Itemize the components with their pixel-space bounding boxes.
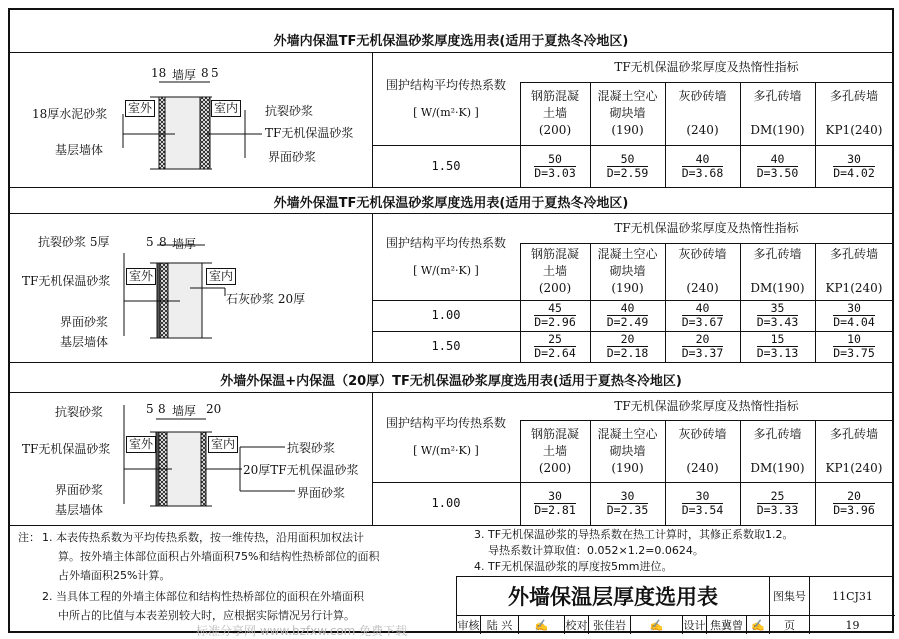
column-header-line: KP1(240) (825, 460, 883, 475)
thickness-cell (815, 145, 893, 187)
thickness-cell (520, 331, 590, 362)
inside-tag: 室内 (208, 436, 238, 453)
column-header-line: 多孔砖墙 (829, 247, 878, 261)
designer-name: 焦冀曾 (707, 616, 747, 634)
column-header-line: 多孔砖墙 (753, 247, 802, 261)
column-header-line: (200) (538, 460, 572, 475)
column-header (520, 82, 590, 145)
column-header-line: 砌块墙 (609, 443, 646, 458)
layer-label: 基层墙体 (55, 503, 104, 517)
checker-name: 张佳岩 (589, 616, 631, 634)
dim-label: 墙厚 (172, 237, 197, 251)
layer-label: 抗裂砂浆 5厚 (38, 235, 110, 249)
header-unit: [ W/(m²·K) ] (413, 444, 479, 457)
section-3-title: 外墙外保温+内保温（20厚）TF无机保温砂浆厚度选用表(适用于夏热冬冷地区) (220, 374, 682, 389)
layer-label: 界面砂浆 (60, 315, 109, 329)
layer-label: 界面砂浆 (268, 150, 317, 164)
column-header-line: 钢筋混凝 (530, 89, 579, 103)
column-header (590, 243, 665, 300)
thermal-inertia: D=3.43 (756, 315, 799, 329)
column-header (665, 243, 740, 300)
column-header-line: (190) (611, 460, 644, 475)
layer-label: 基层墙体 (60, 335, 109, 349)
thermal-inertia: D=2.64 (534, 346, 576, 360)
layer-label: TF无机保温砂浆 (265, 126, 354, 140)
thermal-inertia: D=3.75 (833, 346, 875, 360)
thermal-inertia: D=3.67 (681, 315, 724, 329)
section-1-title: 外墙内保温TF无机保温砂浆厚度选用表(适用于夏热冬冷地区) (273, 34, 629, 49)
outside-tag: 室外 (125, 100, 155, 117)
column-header-line: (240) (686, 281, 719, 295)
thermal-inertia: D=3.03 (534, 165, 576, 180)
layer-label: 抗裂砂浆 (55, 405, 104, 419)
column-header-line: (240) (686, 460, 719, 475)
column-header-line: 混凝土空心 (597, 247, 658, 261)
thickness-mm: 45 (534, 302, 576, 316)
note-line: 占外墙面积25%计算。 (58, 569, 171, 582)
dim-label: 8 (159, 235, 167, 249)
thickness-mm: 40 (607, 302, 649, 316)
reviewer-signature: ✍ (519, 616, 565, 634)
thickness-mm: 20 (682, 333, 724, 347)
dim-label: 墙厚 (172, 404, 197, 418)
thermal-inertia: D=4.02 (833, 165, 875, 180)
designer-signature: ✍ (747, 616, 770, 634)
thickness-mm: 30 (534, 490, 576, 504)
thickness-mm: 30 (833, 153, 875, 167)
inside-tag: 室内 (206, 268, 236, 285)
section-2-title: 外墙外保温TF无机保温砂浆厚度选用表(适用于夏热冬冷地区) (273, 196, 629, 211)
column-header-line: DM(190) (750, 460, 805, 475)
column-header-line: 灰砂砖墙 (678, 89, 727, 103)
dim-label: 墙厚 (172, 68, 197, 82)
note-line: 4. TF无机保温砂浆的厚度按5mm进位。 (474, 560, 673, 573)
column-header-line: 灰砂砖墙 (678, 247, 727, 261)
thickness-cell (815, 300, 893, 331)
column-header (520, 420, 590, 482)
u-value: 1.00 (431, 496, 461, 510)
column-header-line: 土墙 (542, 106, 567, 120)
thickness-cell (740, 482, 815, 525)
column-header-line: KP1(240) (825, 123, 883, 137)
column-header-line: (200) (538, 123, 572, 137)
thermal-inertia: D=3.68 (681, 165, 724, 180)
column-header-line: 土墙 (542, 443, 567, 458)
thermal-inertia: D=3.54 (681, 503, 724, 517)
layer-label: 20厚TF无机保温砂浆 (243, 463, 359, 477)
column-header (740, 243, 815, 300)
column-header (590, 82, 665, 145)
header-label: 围护结构平均传热系数 (385, 416, 506, 430)
divider (8, 187, 894, 188)
thermal-inertia: D=3.13 (756, 346, 799, 360)
thermal-inertia: D=2.49 (606, 315, 649, 329)
thickness-mm: 20 (833, 490, 875, 504)
title-block (456, 576, 894, 633)
column-header-line: 土墙 (542, 264, 567, 278)
header-label: 围护结构平均传热系数 (385, 77, 506, 92)
header-unit: [ W/(m²·K) ] (413, 263, 479, 277)
thermal-inertia: D=2.81 (534, 503, 576, 517)
column-header-line: 灰砂砖墙 (678, 426, 727, 441)
column-header (815, 420, 893, 482)
column-header-line: 混凝土空心 (597, 89, 658, 103)
thickness-mm: 20 (607, 333, 649, 347)
note-line: 1. 本表传热系数为平均传热系数，按一维传热，沿用面积加权法计 (42, 531, 364, 544)
layer-label: 界面砂浆 (55, 483, 104, 497)
thermal-inertia: D=2.35 (606, 503, 649, 517)
thickness-cell (520, 300, 590, 331)
atlas-number: 11CJ31 (832, 589, 873, 603)
u-value-header (372, 52, 520, 145)
thermal-inertia: D=2.59 (606, 165, 649, 180)
outside-tag: 室外 (126, 436, 156, 453)
thermal-inertia: D=2.18 (606, 346, 649, 360)
column-header (740, 420, 815, 482)
thickness-cell (590, 300, 665, 331)
column-header-line: 混凝土空心 (597, 426, 658, 441)
thickness-cell (590, 331, 665, 362)
page-number: 19 (845, 618, 860, 632)
column-header-line: 多孔砖墙 (753, 89, 802, 103)
page-label: 页 (770, 616, 810, 634)
column-header (665, 82, 740, 145)
u-value-header (372, 392, 520, 482)
column-header (590, 420, 665, 482)
layer-label: 石灰砂浆 20厚 (226, 292, 306, 306)
thermal-inertia: D=3.37 (681, 346, 724, 360)
column-header (665, 420, 740, 482)
thermal-inertia: D=3.33 (756, 503, 799, 517)
column-header-line: 多孔砖墙 (829, 89, 878, 103)
thickness-mm: 50 (534, 153, 576, 167)
note-line: 导热系数计算取值：0.052×1.2=0.0624。 (488, 544, 704, 557)
column-header-line: (190) (611, 281, 644, 295)
checker-signature: ✍ (631, 616, 683, 634)
u-value-header (372, 213, 520, 300)
atlas-label: 图集号 (770, 577, 810, 615)
thickness-mm: 25 (757, 490, 799, 504)
column-header-line: DM(190) (750, 281, 805, 295)
column-header-line: DM(190) (750, 123, 805, 137)
thermal-inertia: D=4.04 (833, 315, 875, 329)
inside-tag: 室内 (211, 100, 241, 117)
drawing-title: 外墙保温层厚度选用表 (457, 577, 770, 615)
column-header (815, 82, 893, 145)
layer-label: TF无机保温砂浆 (22, 442, 111, 456)
thickness-cell (665, 145, 740, 187)
thickness-cell (520, 482, 590, 525)
group-header: TF无机保温砂浆厚度及热惰性指标 (614, 398, 799, 413)
thickness-mm: 40 (682, 302, 724, 316)
review-label: 审核 (457, 616, 481, 634)
column-header (815, 243, 893, 300)
column-header-line: (190) (611, 123, 644, 137)
column-header-line: KP1(240) (825, 281, 883, 295)
thermal-inertia: D=3.50 (756, 165, 799, 180)
dim-label: 5 (146, 402, 154, 416)
note-line: 2. 当具体工程的外墙主体部位和结构性热桥部位的面积在外墙面积 (42, 590, 364, 603)
thickness-cell (665, 300, 740, 331)
column-header-line: 砌块墙 (609, 106, 646, 120)
column-header-line: 多孔砖墙 (829, 426, 878, 441)
thickness-mm: 25 (534, 333, 576, 347)
dim-label: 8 (201, 66, 209, 80)
note-line: 3. TF无机保温砂浆的导热系数在热工计算时，其修正系数取1.2。 (474, 528, 794, 541)
thickness-mm: 35 (757, 302, 799, 316)
thickness-cell (590, 482, 665, 525)
thickness-cell (665, 482, 740, 525)
thickness-mm: 10 (833, 333, 875, 347)
layer-label: 抗裂砂浆 (265, 104, 314, 118)
column-header-line: (240) (686, 123, 719, 137)
dim-label: 5 (211, 66, 219, 80)
dim-label: 20 (206, 402, 222, 416)
divider (8, 362, 894, 363)
thermal-inertia: D=3.96 (833, 503, 875, 517)
dim-label: 8 (158, 402, 166, 416)
column-header-line: 多孔砖墙 (753, 426, 802, 441)
layer-label: TF无机保温砂浆 (22, 274, 111, 288)
thickness-cell (740, 300, 815, 331)
column-header-line: 砌块墙 (609, 264, 646, 278)
column-header (740, 82, 815, 145)
divider (8, 525, 894, 526)
thickness-mm: 30 (682, 490, 724, 504)
watermark: 标准分享网 www.bzfxw.com 免费下载 (196, 624, 408, 638)
column-header-line: 钢筋混凝 (530, 247, 579, 261)
thickness-cell (520, 145, 590, 187)
thickness-mm: 40 (682, 153, 724, 167)
outside-tag: 室外 (126, 268, 156, 285)
dim-label: 5 (146, 235, 154, 249)
group-header: TF无机保温砂浆厚度及热惰性指标 (614, 220, 799, 235)
notes-prefix: 注： (18, 531, 40, 544)
column-header-line: (200) (538, 281, 572, 295)
thickness-mm: 30 (607, 490, 649, 504)
header-unit: [ W/(m²·K) ] (413, 105, 479, 119)
column-header-line: 钢筋混凝 (530, 426, 579, 441)
thickness-cell (815, 482, 893, 525)
check-label: 校对 (565, 616, 589, 634)
thickness-cell (665, 331, 740, 362)
thickness-mm: 30 (833, 302, 875, 316)
thickness-cell (740, 331, 815, 362)
u-value: 1.50 (431, 158, 461, 173)
thermal-inertia: D=2.96 (534, 315, 576, 329)
thickness-mm: 15 (757, 333, 799, 347)
thickness-cell (590, 145, 665, 187)
layer-label: 界面砂浆 (297, 486, 346, 500)
u-value: 1.00 (431, 308, 461, 322)
thickness-mm: 40 (757, 153, 799, 167)
header-label: 围护结构平均传热系数 (385, 235, 506, 250)
design-label: 设计 (683, 616, 707, 634)
column-header (520, 243, 590, 300)
reviewer-name: 陆 兴 (481, 616, 519, 634)
group-header: TF无机保温砂浆厚度及热惰性指标 (614, 59, 799, 74)
note-line: 算。按外墙主体部位面积占外墙面积75%和结构性热桥部位的面积 (58, 550, 380, 563)
layer-label: 抗裂砂浆 (287, 441, 336, 455)
thickness-cell (815, 331, 893, 362)
thickness-mm: 50 (607, 153, 649, 167)
u-value: 1.50 (431, 339, 461, 353)
thickness-cell (740, 145, 815, 187)
layer-label: 18厚水泥砂浆 (32, 107, 108, 121)
layer-label: 基层墙体 (55, 143, 104, 157)
dim-label: 18 (151, 66, 167, 80)
note-line: 中所占的比值与本表差别较大时，应根据实际情况另行计算。 (58, 609, 355, 622)
